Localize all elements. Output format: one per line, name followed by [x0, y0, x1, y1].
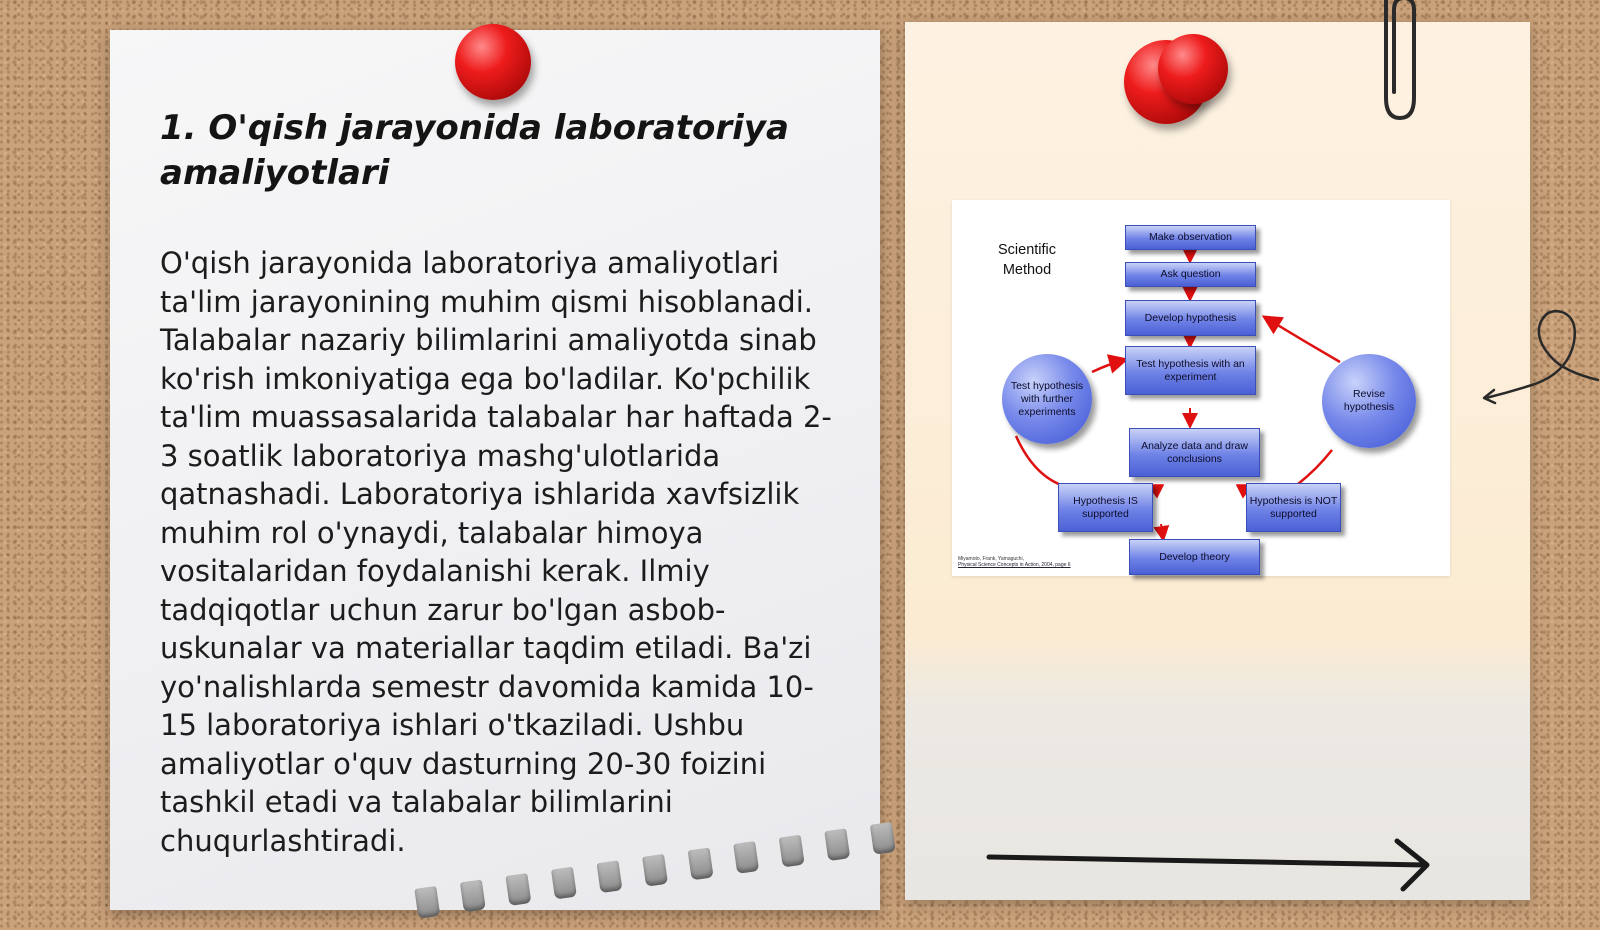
citation-source: Physical Science Concepts in Action, 2004, page 6 — [958, 562, 1071, 568]
step-develop-hypothesis: Develop hypothesis — [1125, 300, 1256, 336]
citation-authors: Miyamoto, Frank, Yamaguchi, — [958, 556, 1024, 562]
loop-arrow-icon — [1480, 300, 1600, 410]
red-push-pin-icon — [455, 24, 531, 100]
spiral-notch — [505, 873, 531, 906]
step-hypothesis-not-supported: Hypothesis is NOT supported — [1246, 483, 1341, 532]
spiral-notch — [460, 880, 486, 913]
step-hypothesis-supported: Hypothesis IS supported — [1058, 483, 1153, 532]
spiral-notch — [642, 854, 668, 887]
spiral-notch — [733, 841, 759, 874]
spiral-notch — [870, 822, 896, 855]
red-push-pin-icon — [1158, 34, 1228, 104]
spiral-notch — [688, 848, 714, 881]
text-paper-card — [110, 30, 880, 910]
step-develop-theory: Develop theory — [1129, 539, 1260, 575]
spiral-notch — [551, 867, 577, 900]
circle-further-experiments — [1002, 354, 1092, 444]
step-analyze-data: Analyze data and draw conclusions — [1129, 428, 1260, 477]
slide-title: 1. O'qish jarayonida laboratoriya amaliyotlari — [160, 108, 789, 193]
scientific-method-diagram — [952, 200, 1450, 576]
circle-further-label: Test hypothesis with further experiments — [1010, 379, 1084, 418]
diagram-citation — [958, 556, 1098, 568]
paperclip-icon — [1372, 0, 1422, 125]
spiral-notch — [597, 860, 623, 893]
step-ask-question: Ask question — [1125, 262, 1256, 287]
diagram-title: Scientific Method — [997, 242, 1057, 278]
long-right-arrow-icon — [985, 835, 1445, 895]
circle-revise-label: Revise hypothesis — [1343, 388, 1395, 413]
step-test-hypothesis: Test hypothesis with an experiment — [1125, 346, 1256, 395]
circle-revise-hypothesis — [1322, 354, 1416, 448]
step-make-observation: Make observation — [1125, 225, 1256, 250]
spiral-notch — [779, 835, 805, 868]
spiral-notch — [414, 886, 440, 919]
spiral-notch — [824, 828, 850, 861]
slide-body-text: O'qish jarayonida laboratoriya amaliyotlari ta'lim jarayonining muhim qismi hisoblanadi. Talabalar nazariy bilimlarini amaliyotda sinab ko'rish imkoniyatiga ega bo'ladilar. Ko'pchilik ta'lim muassasalarida talabalar har haftada 2-3 soatlik laboratoriya mashg'ulotlarida qatnashadi. Laboratoriya ishlarida xavfsizlik muhim rol o'ynaydi, talabalar himoya vositalaridan foydalanishi kerak. Ilmiy tadqiqotlar uchun zarur bo'lgan asbob-uskunalar va materiallar taqdim etiladi. Ba'zi yo'nalishlarda semestr davomida kamida 10-15 laboratoriya ishlari o'tkaziladi. Ushbu amaliyotlar o'quv dasturning 20-30 foizini tashkil etadi va talabalar bilimlarini chuqurlashtiradi. — [160, 246, 832, 858]
